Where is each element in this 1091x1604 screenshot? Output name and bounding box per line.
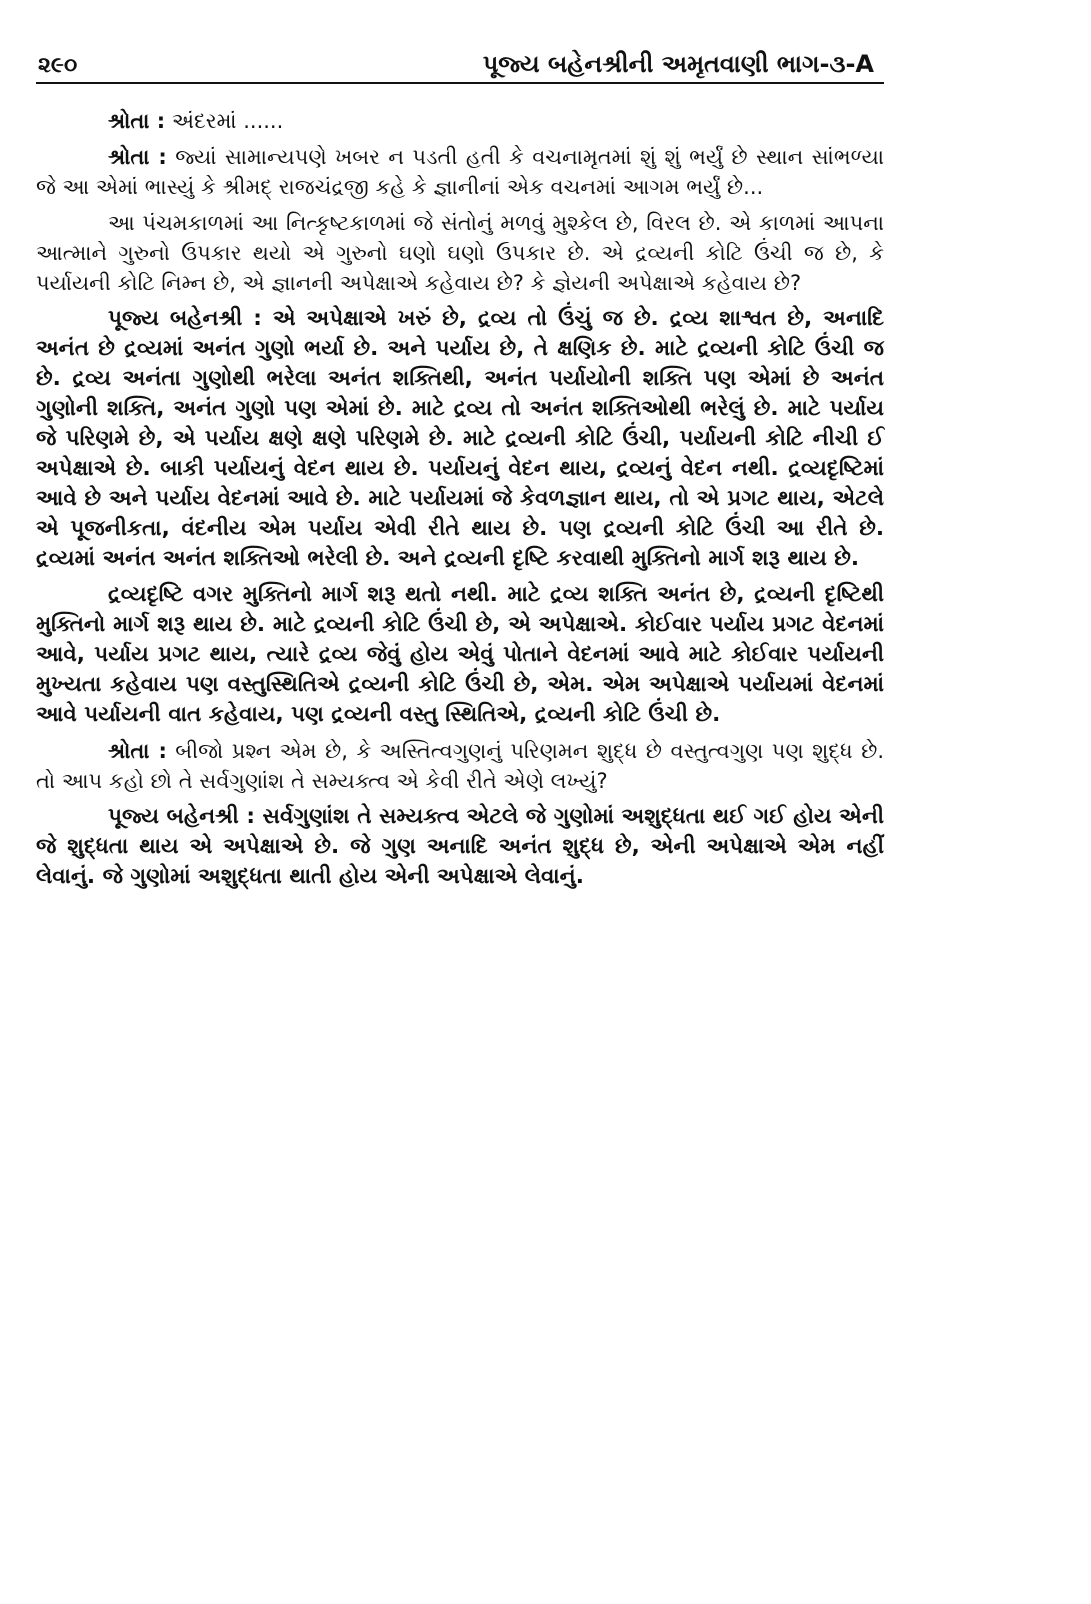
running-title: પૂજ્ય બહેનશ્રીની અમૃતવાણી ભાગ-૩-A (482, 50, 874, 78)
speaker-label: શ્રોતા : (108, 739, 167, 763)
page-body (36, 106, 884, 892)
paragraph-4 (36, 304, 884, 574)
paragraph-2 (36, 142, 884, 202)
paragraph-text: સર્વગુણાંશ તે સમ્યક્ત્વ એટલે જે ગુણોમાં અશુદ્ધતા થઈ ગઈ હોય એની જે શુદ્ધતા થાય એ અપેક્ષાએ છે. જે ગુણ અનાદિ અનંત શુદ્ધ છે, એની અપેક્ષાએ એમ નહીં લેવાનું. જે ગુણોમાં અશુદ્ધતા થાતી હોય એની અપેક્ષાએ લેવાનું. (36, 804, 884, 889)
paragraph-1 (36, 106, 884, 136)
speaker-label: શ્રોતા : (108, 145, 167, 169)
paragraph-text: આ પંચમકાળમાં આ નિત્કૃષ્ટકાળમાં જે સંતોનું મળવું મુશ્કેલ છે, વિરલ છે. એ કાળમાં આપના આત્માને ગુરુનો ઉપકાર થયો એ ગુરુનો ઘણો ઘણો ઉપકાર છે. એ દ્રવ્યની કોટિ ઉંચી જ છે, કે પર્યાયની કોટિ નિમ્ન છે, એ જ્ઞાનની અપેક્ષાએ કહેવાય છે? કે જ્ઞેયની અપેક્ષાએ કહેવાય છે? (36, 211, 884, 295)
paragraph-6 (36, 736, 884, 796)
paragraph-text: એ અપેક્ષાએ ખરું છે, દ્રવ્ય તો ઉંચું જ છે. દ્રવ્ય શાશ્વત છે, અનાદિ અનંત છે દ્રવ્યમાં અનંત ગુણો ભર્યા છે. અને પર્યાય છે, તે ક્ષણિક છે. માટે દ્રવ્યની કોટિ ઉંચી જ છે. દ્રવ્ય અનંતા ગુણોથી ભરેલા અનંત શક્તિથી, અનંત પર્યાયોની શક્તિ પણ એમાં છે અનંત ગુણોની શક્તિ, અનંત ગુણો પણ એમાં છે. માટે દ્રવ્ય તો અનંત શક્તિઓથી ભરેલું છે. માટે પર્યાય જે પરિણમે છે, એ પર્યાય ક્ષણે ક્ષણે પરિણમે છે. માટે દ્રવ્યની કોટિ ઉંચી, પર્યાયની કોટિ નીચી ઈ અપેક્ષાએ છે. બાકી પર્યાયનું વેદન થાય છે. પર્યાયનું વેદન થાય, દ્રવ્યનું વેદન નથી. દ્રવ્યદૃષ્ટિમાં આવે છે અને પર્યાય વેદનમાં આવે છે. માટે પર્યાયમાં જે કેવળજ્ઞાન થાય, તો એ પ્રગટ થાય, એટલે એ પૂજનીકતા, વંદનીય એમ પર્યાય એવી રીતે થાય છે. પણ દ્રવ્યની કોટિ ઉંચી આ રીતે છે. દ્રવ્યમાં અનંત અનંત શક્તિઓ ભરેલી છે. અને દ્રવ્યની દૃષ્ટિ કરવાથી મુક્તિનો માર્ગ શરૂ થાય છે. (36, 306, 884, 571)
paragraph-text: અંદરમાં ...... (165, 109, 284, 133)
speaker-label: પૂજ્ય બહેનશ્રી : (108, 804, 255, 829)
page-number: ૨૯૦ (38, 53, 78, 78)
speaker-label: પૂજ્ય બહેનશ્રી : (108, 306, 262, 331)
paragraph-text: બીજો પ્રશ્ન એમ છે, કે અસ્તિત્વગુણનું પરિણમન શુદ્ધ છે વસ્તુત્વગુણ પણ શુદ્ધ છે. તો આપ કહો છો તે સર્વગુણાંશ તે સમ્યક્ત્વ એ કેવી રીતે એણે લખ્યું? (36, 739, 884, 793)
paragraph-7 (36, 802, 884, 892)
speaker-label: શ્રોતા : (108, 109, 166, 133)
paragraph-3 (36, 208, 884, 298)
paragraph-text: દ્રવ્યદૃષ્ટિ વગર મુક્તિનો માર્ગ શરૂ થતો નથી. માટે દ્રવ્ય શક્તિ અનંત છે, દ્રવ્યની દૃષ્ટિથી મુક્તિનો માર્ગ શરૂ થાય છે. માટે દ્રવ્યની કોટિ ઉંચી છે, એ અપેક્ષાએ. કોઈવાર પર્યાય પ્રગટ વેદનમાં આવે, પર્યાય પ્રગટ થાય, ત્યારે દ્રવ્ય જેવું હોય એવું પોતાને વેદનમાં આવે માટે કોઈવાર પર્યાયની મુખ્યતા કહેવાય પણ વસ્તુસ્થિતિએ દ્રવ્યની કોટિ ઉંચી છે, એમ. એમ અપેક્ષાએ પર્યાયમાં વેદનમાં આવે પર્યાયની વાત કહેવાય, પણ દ્રવ્યની વસ્તુ સ્થિતિએ, દ્રવ્યની કોટિ ઉંચી છે. (36, 582, 884, 727)
page-header (36, 40, 884, 84)
paragraph-5 (36, 580, 884, 730)
page (36, 40, 884, 892)
paragraph-text: જ્યાં સામાન્યપણે ખબર ન પડતી હતી કે વચનામૃતમાં શું શું ભર્યું છે સ્થાન સાંભળ્યા જે આ એમાં ભાસ્યું કે શ્રીમદ્ રાજચંદ્રજી કહે કે જ્ઞાનીનાં એક વચનમાં આગમ ભર્યું છે... (36, 145, 884, 199)
